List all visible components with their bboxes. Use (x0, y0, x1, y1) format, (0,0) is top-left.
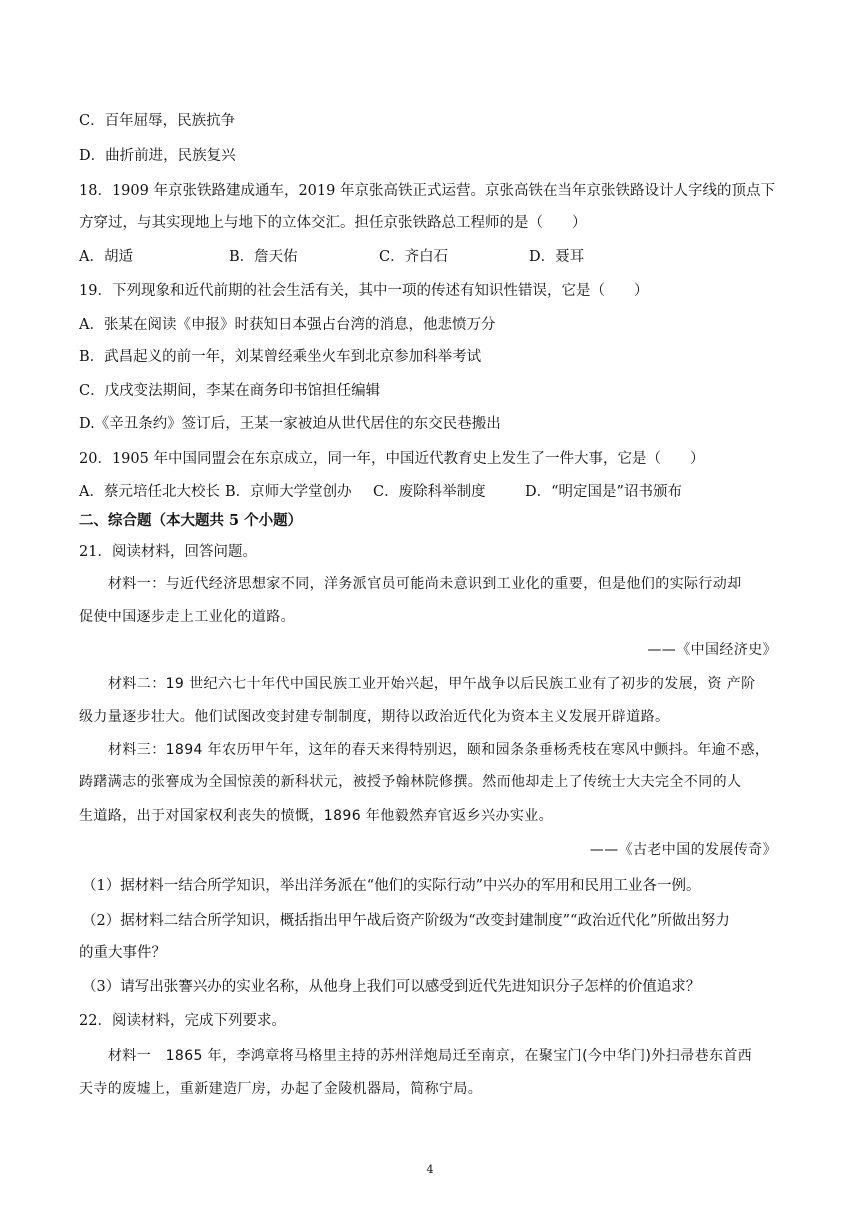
q19-option-a: A．张某在阅读《申报》时获知日本强占台湾的消息，他悲愤万分 (79, 317, 496, 333)
q21-material2-line2: 级力量逐步壮大。他们试图改变封建专制制度，期待以政治近代化为资本主义发展开辟道路。 (79, 709, 670, 725)
q20-options (79, 482, 682, 502)
q18-option-d: D．聂耳 (529, 249, 585, 265)
q19-stem: 19．下列现象和近代前期的社会生活有关，其中一项的传述有知识性错误，它是（ ） (79, 283, 649, 299)
q21-material1-line1: 材料一：与近代经济思想家不同，洋务派官员可能尚未意识到工业化的重要，但是他们的实际行动却 (108, 576, 742, 592)
q20-option-d: D．“明定国是”诏书颁布 (525, 484, 682, 500)
q18-option-a: A．胡适 (79, 249, 133, 265)
q22-stem: 22．阅读材料，完成下列要求。 (79, 1013, 286, 1029)
q21-material1-line2: 促使中国逐步走上工业化的道路。 (79, 609, 295, 625)
q22-material1-line1: 材料一 1865 年，李鸿章将马格里主持的苏州洋炮局迁至南京，在聚宝门(今中华门)外扫帚巷东首西 (108, 1048, 753, 1064)
q20-option-c: C．废除科举制度 (373, 484, 486, 500)
page-number: 4 (426, 1163, 434, 1176)
q21-material3-line2: 踌躇满志的张謇成为全国惊羡的新科状元，被授予翰林院修撰。然而他却走上了传统士大夫完全不同的人 (79, 774, 742, 790)
q21-subquestion2-line2: 的重大事件？ (79, 945, 166, 961)
q21-material3-line3: 生道路，出于对国家权利丧失的愤慨，1896 年他毅然弃官返乡兴办实业。 (79, 808, 554, 824)
q21-subquestion1: （1）据材料一结合所学知识，举出洋务派在“他们的实际行动”中兴办的军用和民用工业各一例。 (82, 878, 701, 894)
q19-option-c: C．戊戌变法期间，李某在商务印书馆担任编辑 (79, 383, 381, 399)
q19-option-d: D.《辛丑条约》签订后，王某一家被迫从世代居住的东交民巷搬出 (79, 416, 501, 432)
q18-options (79, 247, 584, 267)
q21-material2-line1: 材料二：19 世纪六七十年代中国民族工业开始兴起，甲午战争以后民族工业有了初步的发展，资 产阶 (108, 676, 756, 692)
q20-stem: 20．1905 年中国同盟会在东京成立，同一年，中国近代教育史上发生了一件大事，它是（ ） (79, 451, 705, 467)
q18-stem-line2: 方穿过，与其实现地上与地下的立体交汇。担任京张铁路总工程师的是（ ） (79, 215, 587, 231)
q20-option-b: B．京师大学堂创办 (225, 484, 352, 500)
q21-material1-source: ——《中国经济史》 (647, 642, 777, 658)
q21-material3-source: ——《古老中国的发展传奇》 (589, 842, 777, 858)
q17-option-d: D．曲折前进，民族复兴 (79, 148, 236, 164)
q17-option-c: C．百年屈辱，民族抗争 (79, 113, 236, 129)
q21-subquestion2-line1: （2）据材料二结合所学知识，概括指出甲午战后资产阶级为“改变封建制度”“政治近代化”所做出努力 (82, 913, 730, 929)
q21-subquestion3: （3）请写出张謇兴办的实业名称，从他身上我们可以感受到近代先进知识分子怎样的价值追求？ (82, 979, 701, 995)
q21-stem: 21．阅读材料，回答问题。 (79, 544, 257, 560)
q22-material1-line2: 天寺的废墟上，重新建造厂房，办起了金陵机器局，简称宁局。 (79, 1081, 483, 1097)
q19-option-b: B．武昌起义的前一年，刘某曾经乘坐火车到北京参加科举考试 (79, 349, 482, 365)
section-heading: 二、综合题（本大题共 5 个小题） (79, 512, 303, 529)
q21-material3-line1: 材料三：1894 年农历甲午年，这年的春天来得特别迟，颐和园条条垂杨秃枝在寒风中颤抖。年逾不惑， (108, 742, 770, 758)
q18-option-c: C．齐白石 (379, 249, 449, 265)
q18-option-b: B．詹天佑 (229, 249, 298, 265)
q20-option-a: A．蔡元培任北大校长 (79, 484, 220, 500)
q18-stem-line1: 18．1909 年京张铁路建成通车，2019 年京张高铁正式运营。京张高铁在当年京张铁路设计人字线的顶点下 (79, 183, 775, 199)
